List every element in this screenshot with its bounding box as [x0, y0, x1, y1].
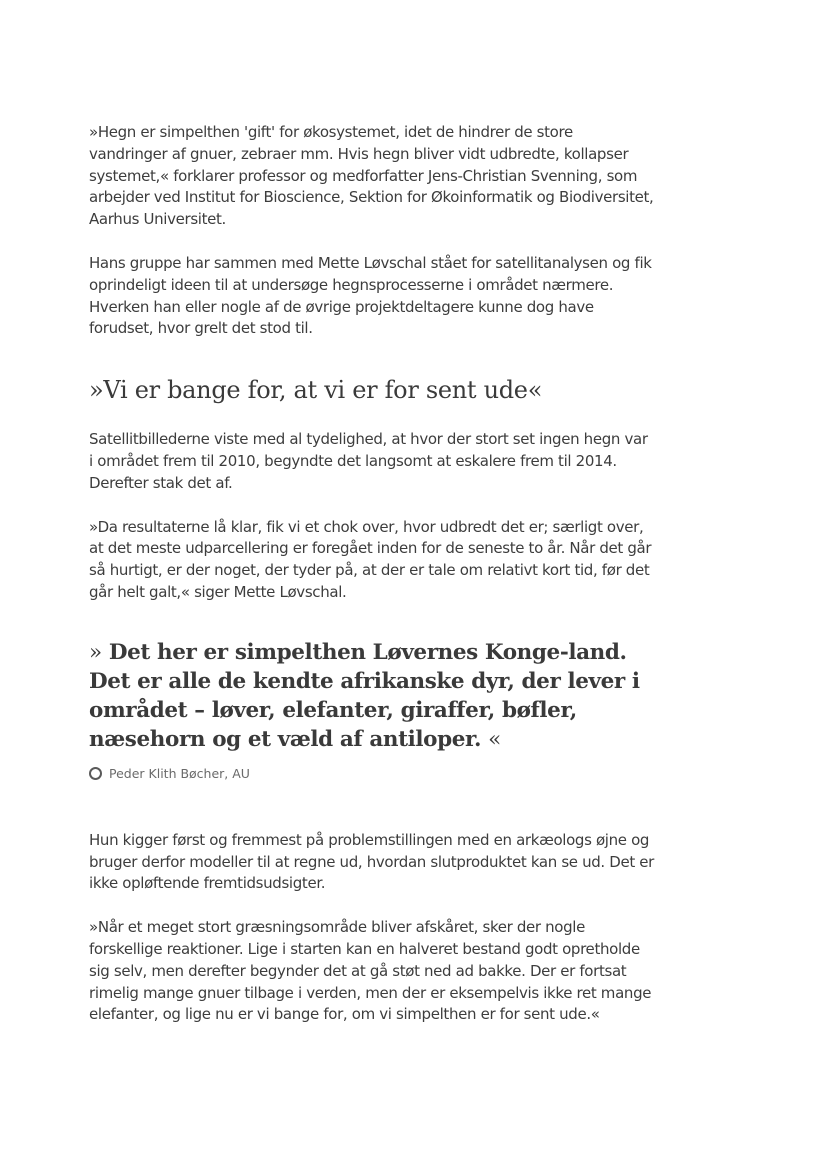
quote-attribution [89, 766, 654, 781]
spacer [89, 895, 654, 917]
article-body [89, 122, 654, 1026]
quote-text: Det her er simpelthen Løvernes Konge-land. Det er alle de kendte afrikanske dyr, der lever i området – løver, elefanter, giraffer, bøfler, næsehorn og et væld af antiloper. [89, 639, 640, 752]
spacer [89, 781, 654, 830]
circle-outline-icon [89, 767, 102, 780]
paragraph-3: Satellitbillederne viste med al tydelighed, at hvor der stort set ingen hegn var i området frem til 2010, begyndte det langsomt at eskalere frem til 2014. Derefter stak det af. [89, 430, 648, 492]
spacer [89, 754, 654, 766]
paragraph-4: »Da resultaterne lå klar, fik vi et chok over, hvor udbredt det er; særligt over, at det meste udparcellering er foregået inden for de seneste to år. Når det går så hurtigt, er der noget, der tyder på, at der er tale om relativt kort tid, før det går helt galt,« siger Mette Løvschal. [89, 517, 652, 601]
quote-attribution-text: Peder Klith Bøcher, AU [109, 765, 250, 781]
spacer [89, 340, 654, 375]
spacer [89, 231, 654, 253]
spacer [89, 604, 654, 638]
paragraph-1: »Hegn er simpelthen 'gift' for økosystemet, idet de hindrer de store vandringer af gnuer, zebraer mm. Hvis hegn bliver vidt udbredte, kollapser systemet,« forklarer professor og medforfatter Jens-Christian Svenning, som arbejder ved Institut for Bioscience, Sektion for Økoinformatik og Biodiversitet, Aarhus Universitet. [89, 123, 654, 229]
pull-quote [89, 638, 654, 754]
spacer [89, 405, 654, 429]
quote-open-mark: » [89, 639, 102, 665]
paragraph-5: Hun kigger først og fremmest på problemstillingen med en arkæologs øjne og bruger derfor modeller til at regne ud, hvordan slutproduktet kan se ud. Det er ikke opløftende fremtidsudsigter. [89, 830, 654, 893]
section-heading: »Vi er bange for, at vi er for sent ude« [89, 376, 543, 405]
paragraph-2: Hans gruppe har sammen med Mette Løvschal stået for satellitanalysen og fik oprindeligt ideen til at undersøge hegnsprocesserne i området nærmere. Hverken han eller nogle af de øvrige projektdeltagere kunne dog have forudset, hvor grelt det stod til. [89, 253, 652, 338]
quote-close-mark: « [488, 726, 501, 752]
spacer [89, 495, 654, 517]
paragraph-6: »Når et meget stort græsningsområde bliver afskåret, sker der nogle forskellige reaktioner. Lige i starten kan en halveret bestand godt opretholde sig selv, men derefter begynder det at gå støt ned ad bakke. Der er fortsat rimelig mange gnuer tilbage i verden, men der er eksempelvis ikke ret mange elefanter, og lige nu er vi bange for, om vi simpelthen er for sent ude.« [89, 918, 652, 1024]
